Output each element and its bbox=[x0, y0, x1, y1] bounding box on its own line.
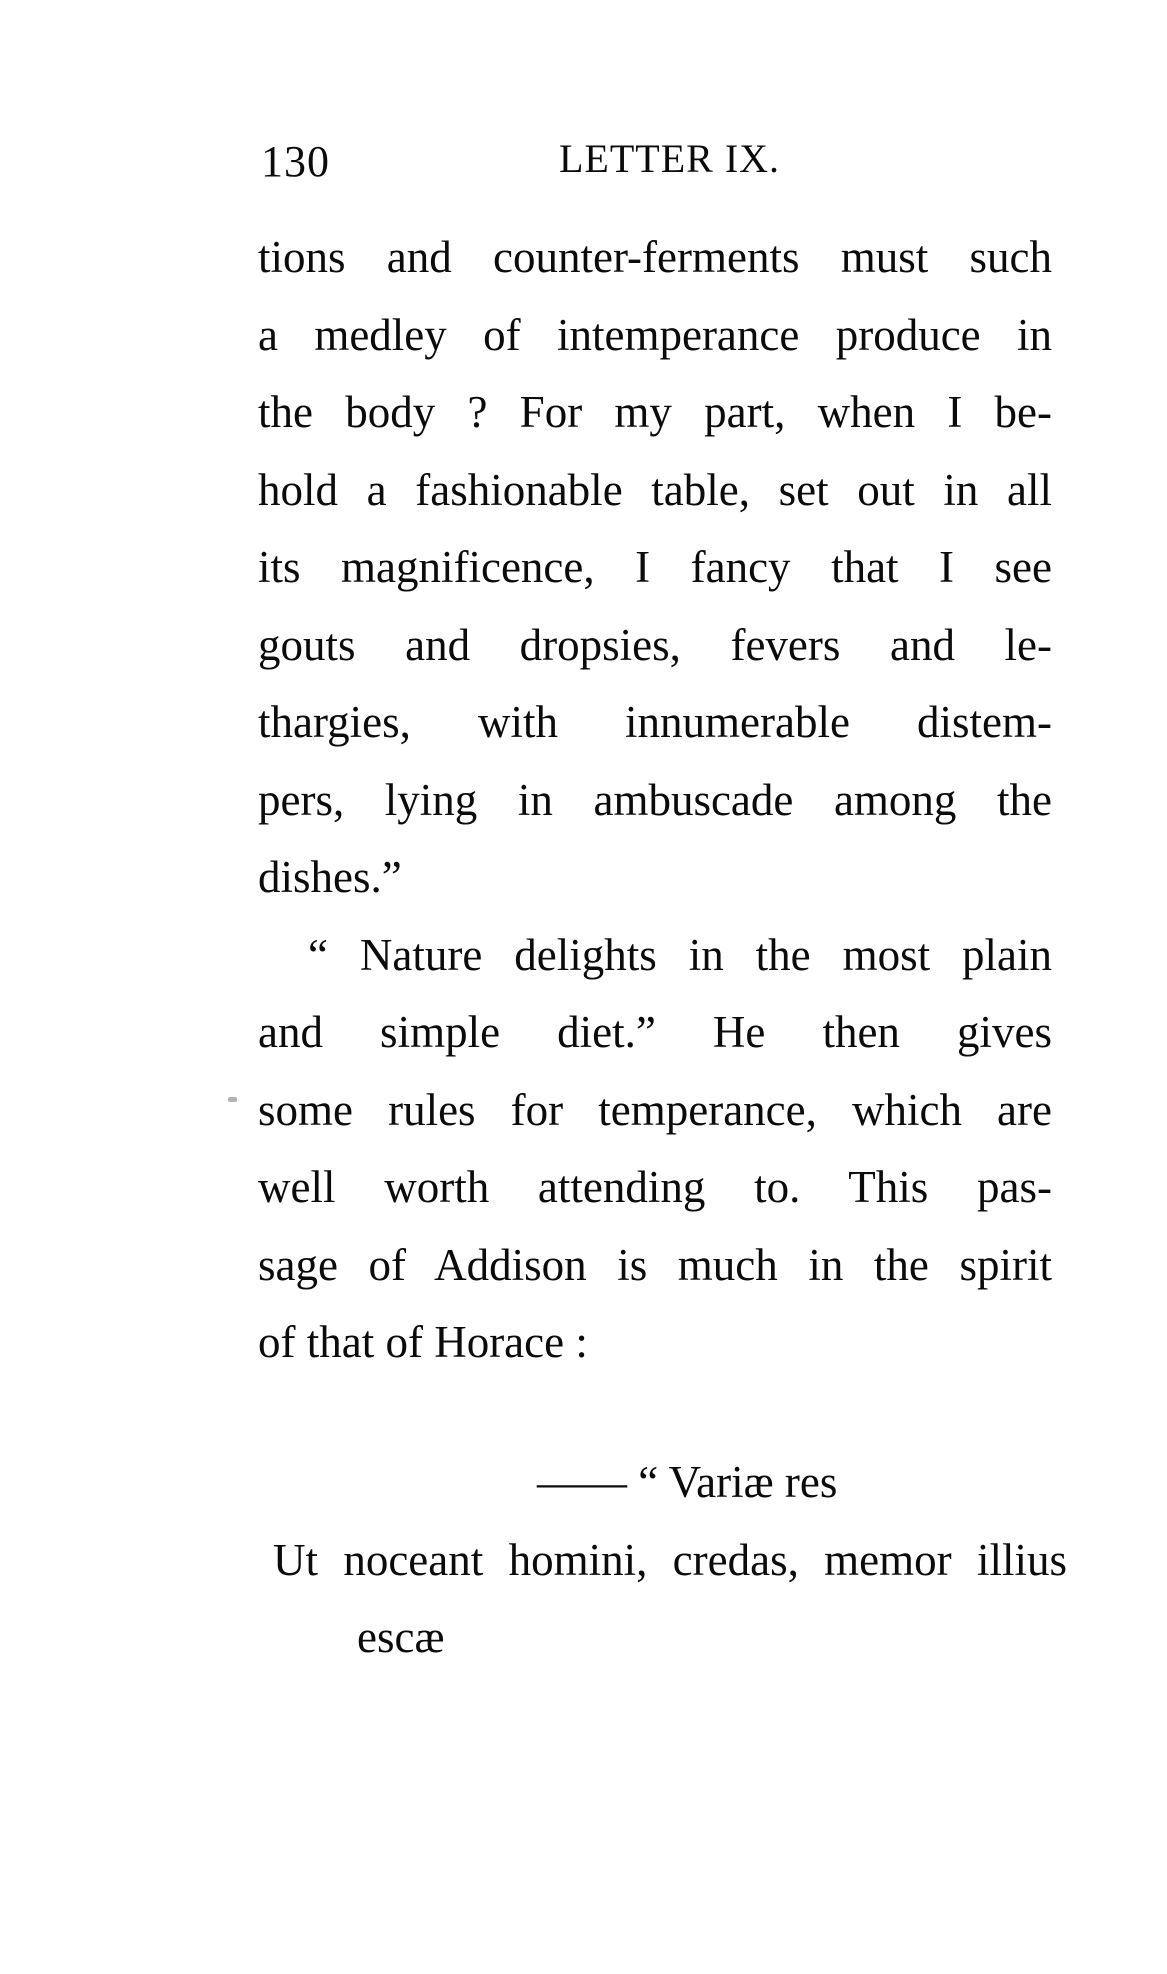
running-header-title: LETTER IX. bbox=[559, 136, 781, 181]
text-line-paragraph-end: of that of Horace : bbox=[258, 1317, 588, 1367]
text-line: pers, lying in ambuscade among the bbox=[258, 774, 1052, 825]
text-line-paragraph-end: dishes.” bbox=[258, 852, 402, 902]
text-line: and simple diet.” He then gives bbox=[258, 1007, 1052, 1057]
text-line: a medley of intemperance produce in bbox=[258, 309, 1052, 360]
page-number: 130 bbox=[261, 137, 330, 186]
text-line: sage of Addison is much in the spirit bbox=[258, 1239, 1052, 1290]
verse-line: Ut noceant homini, credas, memor illius bbox=[273, 1534, 1067, 1585]
verse-quote-block bbox=[273, 1444, 1067, 1677]
text-line: thargies, with innumerable distem- bbox=[258, 697, 1052, 747]
body-text-block bbox=[258, 219, 1052, 1382]
text-line: well worth attending to. This pas- bbox=[258, 1162, 1052, 1212]
verse-line: —— “ Variæ res bbox=[537, 1457, 838, 1507]
text-line: hold a fashionable table, set out in all bbox=[258, 464, 1052, 515]
text-line: tions and counter-ferments must such bbox=[258, 232, 1052, 282]
ink-speck-artifact bbox=[228, 1097, 237, 1102]
text-line-paragraph-start: “ Nature delights in the most plain bbox=[308, 929, 1052, 980]
text-line: the body ? For my part, when I be- bbox=[258, 387, 1052, 437]
text-line: gouts and dropsies, fevers and le- bbox=[258, 619, 1052, 670]
text-line: some rules for temperance, which are bbox=[258, 1084, 1052, 1135]
verse-line: escæ bbox=[357, 1612, 445, 1662]
text-line: its magnificence, I fancy that I see bbox=[258, 542, 1052, 592]
